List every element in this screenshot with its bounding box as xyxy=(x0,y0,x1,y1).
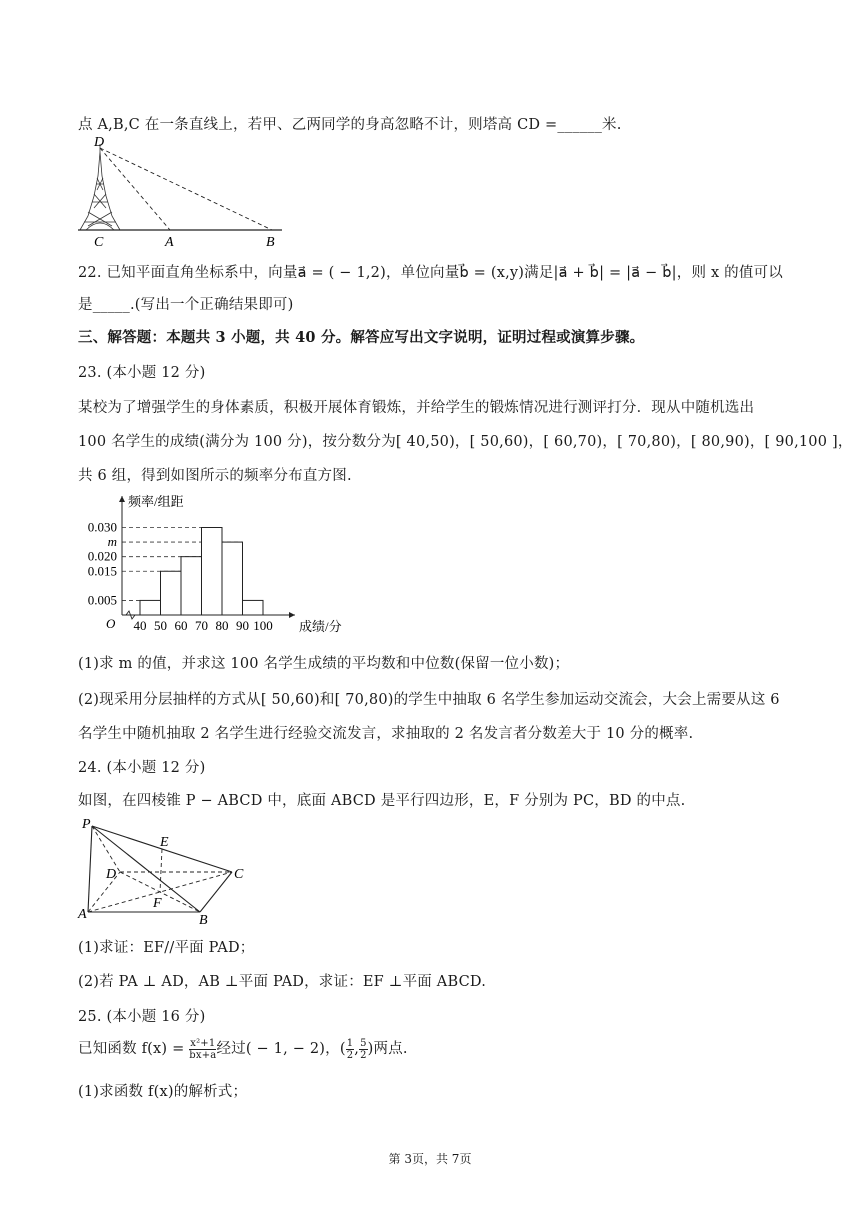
q23-p1: 某校为了增强学生的身体素质，积极开展体育锻炼，并给学生的锻炼情况进行测评打分．现从中随机选出 xyxy=(78,400,755,416)
y-tick-label-1: m xyxy=(107,534,117,550)
x-tick-label-60: 60 xyxy=(174,618,188,633)
segment-ef xyxy=(160,849,162,892)
label-d: D xyxy=(94,136,105,150)
bar-40-50 xyxy=(140,600,161,615)
label-b: B xyxy=(266,235,275,248)
q25-header: 25. (本小题 16 分) xyxy=(78,1009,206,1025)
q25-frac-den: bx+a xyxy=(189,1049,217,1061)
tower-figure xyxy=(72,136,292,248)
q25-point-comma: , xyxy=(354,1041,360,1057)
x-tick-label-100: 100 xyxy=(253,618,273,633)
q23-sub2a: (2)现采用分层抽样的方式从[ 50,60)和[ 70,80)的学生中抽取 6 名学生参加运动交流会，大会上需要从这 6 xyxy=(78,692,780,708)
q25-fraction xyxy=(189,1038,216,1061)
q25-point-x xyxy=(346,1038,355,1061)
frequency-histogram xyxy=(70,488,370,640)
bar-90-100 xyxy=(243,600,264,615)
q23-p2: 100 名学生的成绩(满分为 100 分)，按分数分为[ 40,50)，[ 50,60)，[ 60,70)，[ 70,80)，[ 80,90)，[ 90,100 ]， xyxy=(78,434,853,450)
section3-heading: 三、解答题：本题共 3 小题，共 40 分。解答应写出文字说明，证明过程或演算步骤。 xyxy=(78,329,645,346)
label-a: A xyxy=(78,907,87,922)
x-tick-label-70: 70 xyxy=(195,618,208,633)
q24-sub1: (1)求证：EF//平面 PAD； xyxy=(78,940,255,956)
label-d: D xyxy=(106,867,117,882)
q25-pt-num1: 1 xyxy=(346,1037,354,1049)
pyramid-figure xyxy=(76,816,256,926)
q25-pt-den1: 2 xyxy=(346,1049,354,1061)
label-c: C xyxy=(94,235,104,248)
label-p: P xyxy=(82,817,91,832)
q24-p1: 如图，在四棱锥 P − ABCD 中，底面 ABCD 是平行四边形，E，F 分别为 PC，BD 的中点. xyxy=(78,793,686,809)
q24-sub2: (2)若 PA ⊥ AD，AB ⊥平面 PAD，求证：EF ⊥平面 ABCD. xyxy=(78,974,487,990)
y-tick-label-0: 0.030 xyxy=(87,519,117,535)
q23-p3: 共 6 组，得到如图所示的频率分布直方图. xyxy=(78,468,352,484)
x-tick-label-50: 50 xyxy=(154,618,167,633)
x-tick-label-90: 90 xyxy=(236,618,249,633)
q23-header: 23. (本小题 12 分) xyxy=(78,365,206,381)
x-axis-arrow xyxy=(289,612,295,618)
q25-p1-mid: 经过( − 1, − 2)， xyxy=(216,1041,340,1057)
y-tick-label-4: 0.005 xyxy=(87,592,117,608)
bar-50-60 xyxy=(161,571,182,615)
q25-sub1: (1)求函数 f(x)的解析式； xyxy=(78,1084,248,1100)
x-tick-label-40: 40 xyxy=(133,618,147,633)
label-f: F xyxy=(153,896,162,911)
label-b: B xyxy=(199,913,208,926)
origin-label: O xyxy=(106,616,116,631)
q25-frac-num: x²+1 xyxy=(190,1037,216,1049)
edge-bc xyxy=(200,872,232,912)
q25-p1-suffix: 两点. xyxy=(373,1041,408,1057)
bar-60-70 xyxy=(181,557,202,615)
bar-80-90 xyxy=(222,542,243,615)
q22-line2: 是_____.(写出一个正确结果即可) xyxy=(78,297,294,313)
tower-drawing xyxy=(80,144,120,230)
label-a: A xyxy=(165,235,174,248)
q25-p1 xyxy=(78,1037,408,1061)
q25-pt-den2: 2 xyxy=(360,1049,367,1061)
sight-line-da xyxy=(100,148,170,230)
y-axis-arrow xyxy=(119,496,125,502)
label-e: E xyxy=(160,835,169,850)
q22-line1: 22. 已知平面直角坐标系中，向量a⃗ = ( − 1,2)，单位向量b⃗ = (x,y)满足|a⃗ + b⃗| = |a⃗ − b⃗|，则 x 的值可以 xyxy=(78,265,783,281)
x-tick-label-80: 80 xyxy=(215,618,229,633)
q25-point-open: ( xyxy=(339,1041,346,1057)
q21-tail-text: 点 A,B,C 在一条直线上，若甲、乙两同学的身高忽略不计，则塔高 CD =______米. xyxy=(78,117,622,133)
q25-p1-prefix: 已知函数 f(x) = xyxy=(78,1041,185,1057)
x-axis-title: 成绩/分 xyxy=(299,619,342,634)
q25-point-y xyxy=(359,1038,368,1061)
q24-header: 24. (本小题 12 分) xyxy=(78,760,206,776)
page-footer: 第 3页，共 7页 xyxy=(388,1152,472,1166)
edge-pa xyxy=(88,826,92,912)
y-axis-title: 频率/组距 xyxy=(128,494,184,509)
q25-pt-num2: 5 xyxy=(360,1037,367,1049)
y-tick-label-3: 0.015 xyxy=(87,563,117,579)
bar-70-80 xyxy=(202,528,223,616)
label-c: C xyxy=(234,867,244,882)
y-tick-label-2: 0.020 xyxy=(87,548,117,564)
q25-point-close: ) xyxy=(367,1041,374,1057)
edge-pd xyxy=(92,826,120,872)
q23-sub1: (1)求 m 的值，并求这 100 名学生成绩的平均数和中位数(保留一位小数)； xyxy=(78,656,570,672)
sight-line-db xyxy=(100,148,272,230)
q23-sub2b: 名学生中随机抽取 2 名学生进行经验交流发言，求抽取的 2 名发言者分数差大于 10 分的概率. xyxy=(78,726,694,742)
